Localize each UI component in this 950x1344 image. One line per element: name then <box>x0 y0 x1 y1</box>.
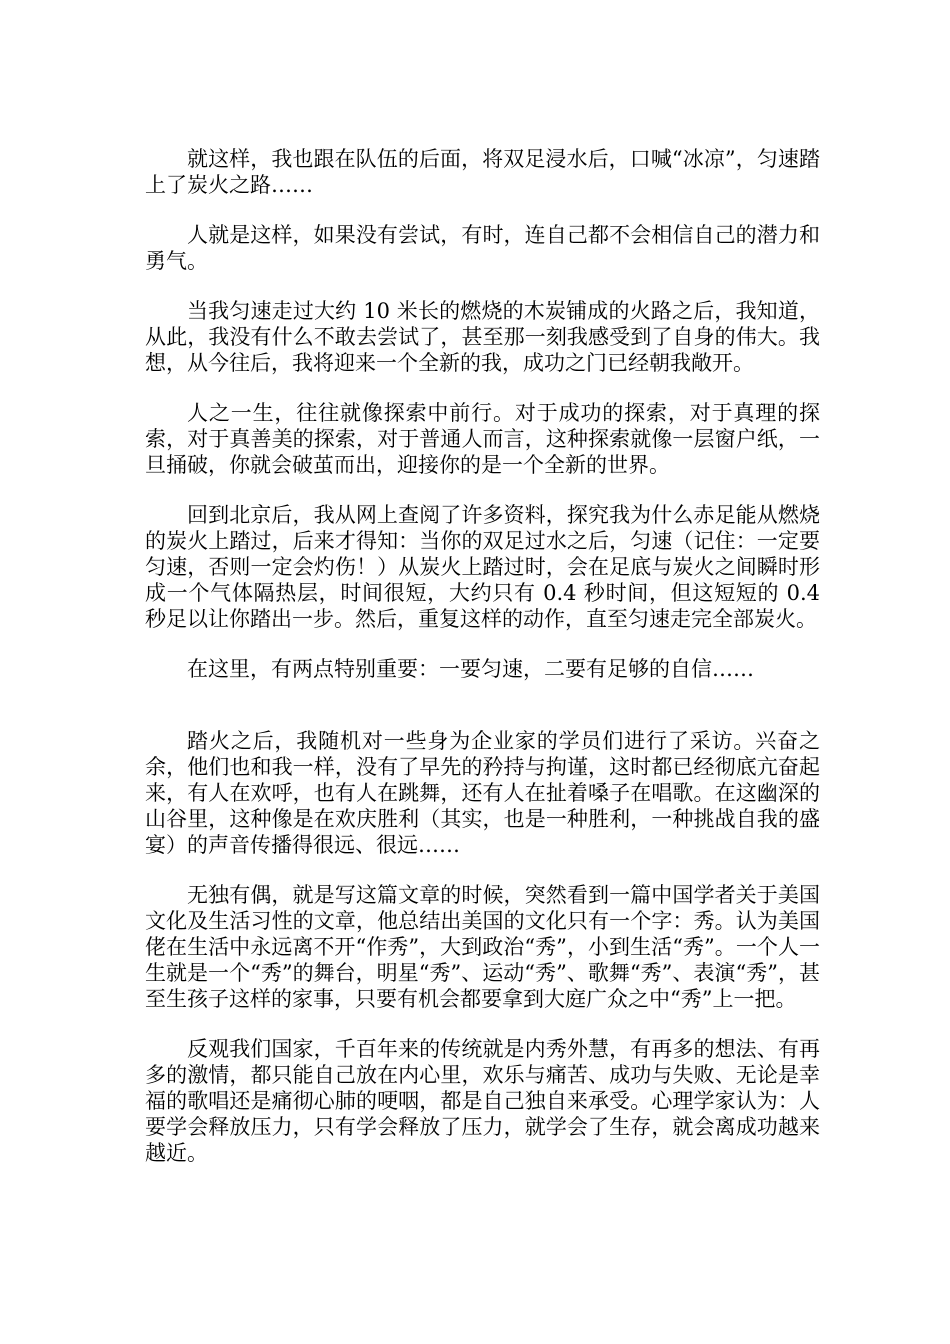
paragraph-6: 在这里，有两点特别重要：一要匀速，二要有足够的自信…… <box>187 657 754 681</box>
paragraph-4: 人之一生，往往就像探索中前行。对于成功的探索，对于真理的探索，对于真善美的探索，对于普通人而言，这种探索就像一层窗户纸，一旦捅破，你就会破茧而出，迎接你的是一个全新的世界。 <box>145 401 820 477</box>
paragraph-5: 回到北京后，我从网上查阅了许多资料，探究我为什么赤足能从燃烧的炭火上踏过，后来才得知：当你的双足过水之后，匀速（记住：一定要匀速，否则一定会灼伤！）从炭火上踏过时，会在足底与炭火之间瞬时形成一个气体隔热层，时间很短，大约只有 0.4 秒时间，但这短短的 0.4 秒足以让你踏出一步。然后，重复这样的动作，直至匀速走完全部炭火。 <box>145 503 820 631</box>
paragraph-1: 就这样，我也跟在队伍的后面，将双足浸水后，口喊“冰凉”，匀速踏上了炭火之路…… <box>145 147 820 197</box>
paragraph-9: 反观我们国家，千百年来的传统就是内秀外慧，有再多的想法、有再多的激情，都只能自己放在内心里，欢乐与痛苦、成功与失败、无论是幸福的歌唱还是痛彻心肺的哽咽，都是自己独自来承受。心理学家认为：人要学会释放压力，只有学会释放了压力，就学会了生存，就会离成功越来越近。 <box>145 1037 820 1165</box>
paragraph-3: 当我匀速走过大约 10 米长的燃烧的木炭铺成的火路之后，我知道，从此，我没有什么不敢去尝试了，甚至那一刻我感受到了自身的伟大。我想，从今往后，我将迎来一个全新的我，成功之门已经朝我敞开。 <box>145 299 820 375</box>
document-body <box>145 146 820 1190</box>
paragraph-8: 无独有偶，就是写这篇文章的时候，突然看到一篇中国学者关于美国文化及生活习性的文章，他总结出美国的文化只有一个字：秀。认为美国佬在生活中永远离不开“作秀”，大到政治“秀”，小到生活“秀”。一个人一生就是一个“秀”的舞台，明星“秀”、运动“秀”、歌舞“秀”、表演“秀”，甚至生孩子这样的家事，只要有机会都要拿到大庭广众之中“秀”上一把。 <box>145 883 820 1011</box>
paragraph-2: 人就是这样，如果没有尝试，有时，连自己都不会相信自己的潜力和勇气。 <box>145 223 820 273</box>
paragraph-7: 踏火之后，我随机对一些身为企业家的学员们进行了采访。兴奋之余，他们也和我一样，没有了早先的矜持与拘谨，这时都已经彻底亢奋起来，有人在欢呼，也有人在跳舞，还有人在扯着嗓子在唱歌。在这幽深的山谷里，这种像是在欢庆胜利（其实，也是一种胜利，一种挑战自我的盛宴）的声音传播得很远、很远…… <box>145 729 820 857</box>
